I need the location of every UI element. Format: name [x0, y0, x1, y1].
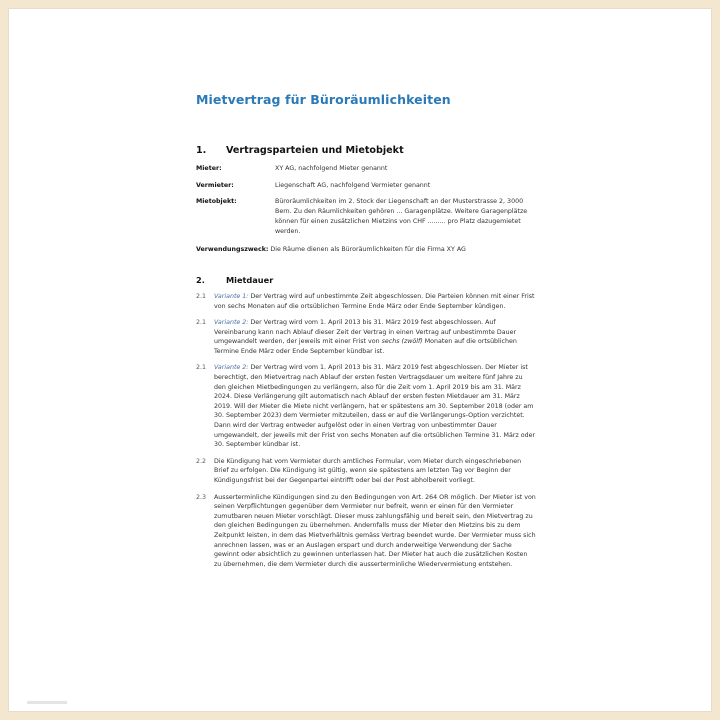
- section-2-title: Mietdauer: [226, 274, 274, 285]
- footer-mark: [27, 701, 67, 704]
- paragraph-text: Die Kündigung hat vom Vermieter durch amtliches Formular, vom Mieter durch eingeschriebenen Brief zu erfolgen. Die Kündigung ist gültig, wenn sie spätestens am letzten Tag vor Beginn der Kündigungsfrist bei der Gegenpartei eintrifft oder bei der Post abholbereit vorliegt.: [214, 457, 522, 485]
- section-1-title: Vertragsparteien und Mietobjekt: [226, 145, 404, 156]
- section-2-number: 2.: [196, 274, 205, 285]
- field-value: Liegenschaft AG, nachfolgend Vermieter genannt: [275, 181, 431, 189]
- paragraph-2-1-variant-2b: [196, 363, 536, 449]
- paragraph-2-1-variant-2a: [196, 318, 536, 356]
- field-value: XY AG, nachfolgend Mieter genannt: [275, 165, 388, 172]
- variant-label: Variante 2:: [214, 364, 249, 372]
- paragraph-italic: sechs (zwölf): [381, 338, 423, 346]
- paragraph-number: 2.2: [196, 457, 207, 465]
- paragraph-2-2: [196, 457, 536, 486]
- document-body: [196, 92, 536, 569]
- field-value: Die Räume dienen als Büroräumlichkeiten für die Firma XY AG: [270, 246, 466, 254]
- document-page: [9, 9, 711, 711]
- paragraph-number: 2.1: [196, 364, 207, 372]
- paragraph-body: Der Vertrag wird vom 1. April 2013 bis 31. März 2019 fest abgeschlossen. Auf Vereinbarung kann nach Ablauf dieser Zeit der Vertrag in einen Vertrag auf unbestimmte Dauer umgewandelt werden, der jeweils mit einer Frist von: [214, 319, 517, 346]
- paragraph-number: 2.1: [196, 292, 207, 300]
- field-mieter: [196, 164, 536, 174]
- field-key: Verwendungszweck:: [196, 246, 269, 254]
- field-key: Mietobjekt:: [196, 198, 237, 206]
- paragraph-body: Der Vertrag wird vom 1. April 2013 bis 31. März 2019 fest abgeschlossen. Der Mieter ist berechtigt, den Mietvertrag nach Ablauf der ersten festen Vertragsdauer um weitere fünf Jahre zu den gleichen Mietbedingungen zu verlängern, also für die Zeit vom 1. April 2019 bis am 31. März 2024. Diese Verlängerung gilt automatisch nach Ablauf der ersten festen Mietdauer am 31. März 2019. Will der Mieter die Miete nicht verlängern, hat er spätestens am 30. September 2018 (oder am 30. September 2023) dem Vermieter mitzuteilen, dass er auf die Verlängerungs-Option verzichtet. Dann wird der Vertrag entweder aufgelöst oder in einen Vertrag von unbestimmter Dauer umgewandelt, der jeweils mit der Frist von sechs Monaten auf die ortsüblichen Termine 31. März oder 30. September kündbar ist.: [214, 364, 536, 449]
- document-title: Mietvertrag für Büroräumlichkeiten: [196, 92, 451, 107]
- field-vermieter: [196, 181, 536, 191]
- paragraph-number: 2.3: [196, 493, 207, 501]
- field-key: Vermieter:: [196, 181, 234, 189]
- paragraph-body: Der Vertrag wird auf unbestimmte Zeit abgeschlossen. Die Parteien können mit einer Frist von sechs Monaten auf die ortsüblichen Termine Ende März oder Ende September kündigen.: [214, 292, 535, 310]
- paragraph-text: Ausserterminliche Kündigungen sind zu den Bedingungen von Art. 264 OR möglich. Der Mieter ist von seinen Verpflichtungen gegenüber dem Vermieter nur befreit, wenn er einen für den Vermieter zumutbaren neuen Mieter vorschlägt. Dieser muss zahlungsfähig und bereit sein, den Mietvertrag zu den gleichen Bedingungen zu übernehmen. Andernfalls muss der Mieter den Mietzins bis zu dem Zeitpunkt leisten, in dem das Mietverhältnis gemäss Vertrag beendet wurde. Der Vermieter muss sich anrechnen lassen, was er an Auslagen erspart und durch anderweitige Verwendung der Sache gewinnt oder absichtlich zu gewinnen unterlassen hat. Der Mieter hat auch die zusätzlichen Kosten zu übernehmen, die dem Vermieter durch die ausserterminliche Wiedervermietung entstehen.: [214, 493, 536, 568]
- variant-label: Variante 2:: [214, 319, 249, 327]
- section-1-number: 1.: [196, 145, 207, 156]
- paragraph-text: [214, 292, 536, 311]
- paragraph-2-1-variant-1: [196, 292, 536, 311]
- variant-label: Variante 1:: [214, 292, 249, 300]
- field-verwendungszweck: [196, 245, 536, 255]
- section-1-heading: [196, 145, 536, 156]
- field-mietobjekt: [196, 197, 536, 236]
- field-key: Mieter:: [196, 165, 222, 172]
- paragraph-body-end: Monaten auf die ortsüblichen Termine Ende März oder Ende September kündbar ist.: [214, 338, 517, 355]
- paragraph-number: 2.1: [196, 319, 207, 327]
- paragraph-text: [214, 363, 536, 449]
- section-2-heading: [196, 275, 536, 285]
- field-value: Büroräumlichkeiten im 2. Stock der Liegenschaft an der Musterstrasse 2, 3000 Bern. Zu den Räumlichkeiten gehören ... Garagenplätze. Weitere Garagenplätze können für einen zusätzlichen Mietzins von CHF ......... pro Platz dazugemietet werden.: [275, 198, 528, 235]
- paragraph-text: [214, 318, 536, 356]
- paragraph-2-3: [196, 493, 536, 570]
